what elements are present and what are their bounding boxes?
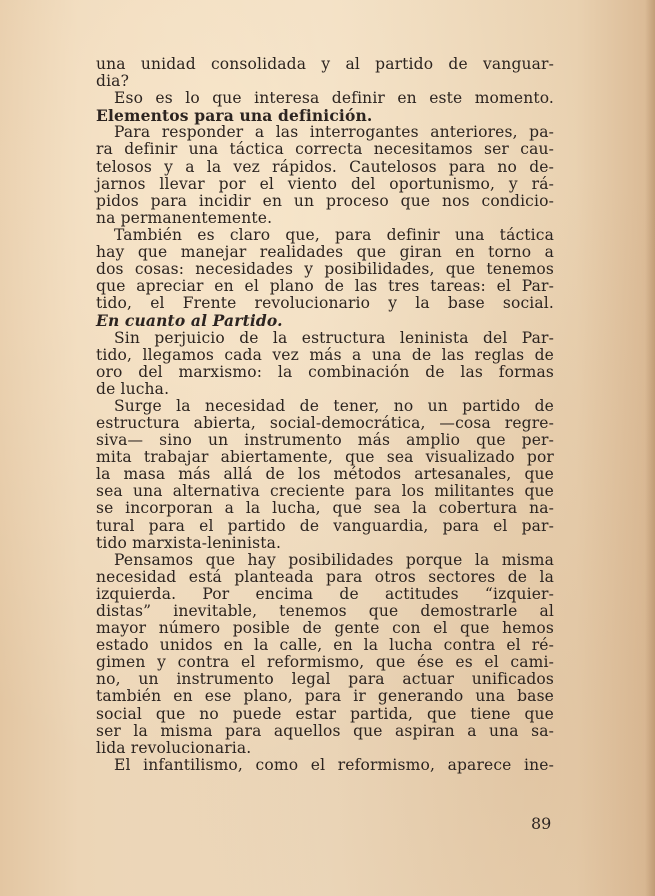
text-line: tido marxista-leninista. [96, 533, 282, 552]
text-line: hay que manejar realidades que giran en torno a [96, 243, 554, 262]
text-line: Pensamos que hay posibilidades porque la misma [114, 550, 554, 569]
text-line: Para responder a las interrogantes anteriores, pa- [114, 123, 554, 142]
text-line: que apreciar en el plano de las tres tareas: el Par- [96, 277, 554, 296]
text-line: mayor número posible de gente con el que hemos [96, 619, 554, 638]
text-line: oro del marxismo: la combinación de las formas [96, 362, 554, 381]
page-edge-shadow [645, 0, 655, 896]
text-line: distas” inevitable, tenemos que demostrarle al [96, 602, 554, 620]
section-heading: En cuanto al Partido. [96, 311, 283, 331]
section-heading: Elementos para una definición. [96, 106, 373, 126]
text-line: ser la misma para aquellos que aspiran a una sa- [96, 721, 554, 740]
text-line: estructura abierta, social-democrática, —cosa regre- [96, 413, 554, 432]
page-number: 89 [531, 814, 552, 833]
text-line: Sin perjuicio de la estructura leninista del Par- [114, 328, 554, 347]
text-line: jarnos llevar por el viento del oportunismo, y rá- [96, 174, 554, 193]
text-line: social que no puede estar partida, que tiene que [96, 704, 554, 723]
text-line: también en ese plano, para ir generando una base [96, 687, 554, 706]
text-line: siva— sino un instrumento más amplio que per- [96, 431, 554, 450]
text-line: izquierda. Por encima de actitudes “izquier- [96, 584, 554, 603]
text-line: pidos para incidir en un proceso que nos condicio- [96, 191, 554, 210]
text-line: tido, el Frente revolucionario y la base social. [96, 294, 554, 313]
text-line: dia? [96, 72, 130, 91]
text-line: El infantilismo, como el reformismo, aparece ine- [114, 755, 554, 774]
text-line: Surge la necesidad de tener, no un partido de [114, 396, 554, 415]
text-line: sea una alternativa creciente para los militantes que [96, 482, 554, 501]
text-line: telosos y a la vez rápidos. Cautelosos para no de- [96, 157, 554, 176]
text-line: mita trabajar abiertamente, que sea visualizado por [96, 448, 554, 467]
text-line: no, un instrumento legal para actuar unificados [96, 670, 554, 689]
text-line: una unidad consolidada y al partido de vanguar- [96, 55, 554, 73]
text-line: gimen y contra el reformismo, que ése es el cami- [96, 653, 554, 672]
text-line: dos cosas: necesidades y posibilidades, que tenemos [96, 260, 554, 279]
text-line: También es claro que, para definir una táctica [114, 225, 554, 244]
body-text [96, 56, 554, 774]
text-line: necesidad está planteada para otros sectores de la [96, 567, 554, 586]
text-line: tido, llegamos cada vez más a una de las reglas de [96, 345, 554, 364]
text-line: estado unidos en la calle, en la lucha contra el ré- [96, 636, 554, 655]
text-line: tural para el partido de vanguardia, para el par- [96, 516, 554, 535]
text-line: lida revolucionaria. [96, 738, 252, 757]
text-line: la masa más allá de los métodos artesanales, que [96, 465, 554, 484]
text-line: Eso es lo que interesa definir en este momento. [114, 89, 554, 108]
text-line: se incorporan a la lucha, que sea la cobertura na- [96, 499, 554, 518]
text-line: de lucha. [96, 379, 170, 398]
text-line: na permanentemente. [96, 208, 273, 227]
text-line: ra definir una táctica correcta necesitamos ser cau- [96, 140, 554, 159]
